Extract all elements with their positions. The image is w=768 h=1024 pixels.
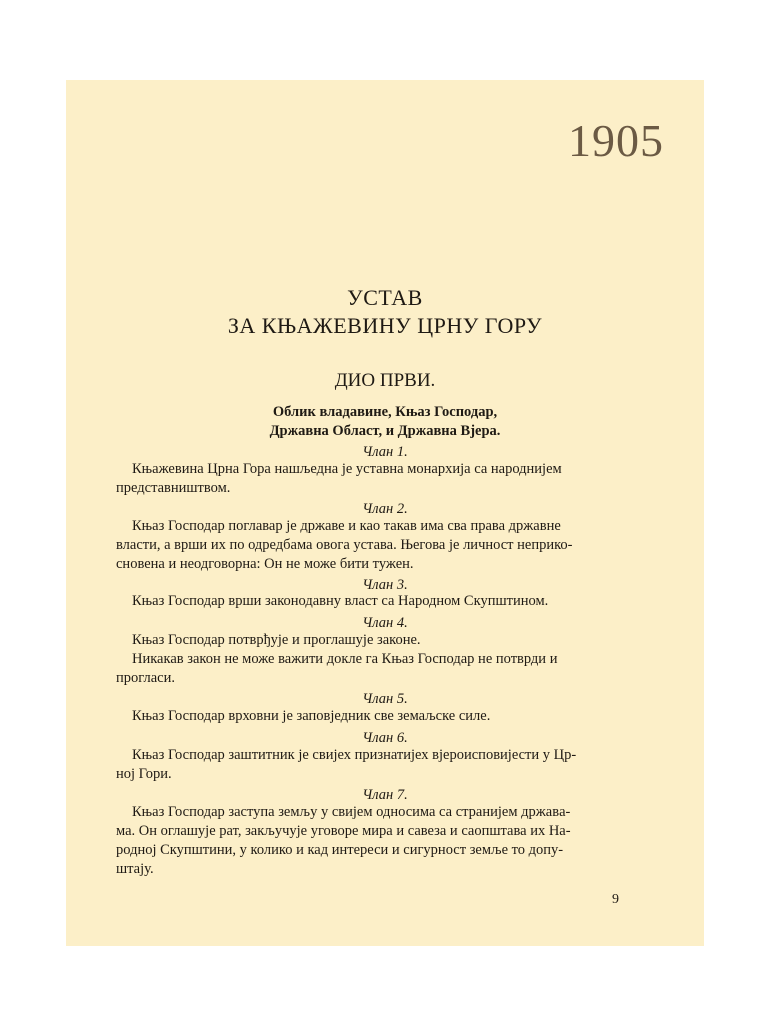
article-line: прогласи.	[116, 670, 175, 686]
article-line: Књажевина Црна Гора нашљедна је уставна монархија са народнијем	[132, 461, 562, 477]
article-line: власти, а врши их по одредбама овога устава. Његова је личност неприко-	[116, 537, 573, 553]
year-heading: 1905	[568, 115, 664, 166]
article-heading: Члан 7.	[362, 787, 408, 803]
article-text	[116, 517, 624, 574]
article-heading: Члан 3.	[362, 577, 408, 593]
article-line: Књаз Господар врши законодавну власт са Народном Скупштином.	[132, 593, 549, 609]
document-page	[66, 80, 704, 946]
article-heading: Члан 2.	[362, 501, 408, 517]
article-line: сновена и неодговорна: Он не може бити тужен.	[116, 556, 414, 572]
document-title-line1: УСТАВ	[347, 285, 423, 310]
article-line: Књаз Господар потврђује и проглашује законе.	[132, 632, 421, 648]
section-subtitle-line2: Државна Област, и Државна Вјера.	[269, 423, 501, 439]
article-line: ној Гори.	[116, 766, 172, 782]
article-line: Књаз Господар врховни је заповједник све земаљске силе.	[132, 708, 491, 724]
article-heading: Члан 4.	[362, 615, 408, 631]
article-line: Књаз Господар заступа земљу у свијем односима са странијем државa-	[132, 804, 571, 820]
article-line: Књаз Господар заштитник је свијех признатијех вјероисповијести у Цр-	[132, 747, 577, 763]
document-title-line2: ЗА КЊАЖЕВИНУ ЦРНУ ГОРУ	[227, 313, 543, 338]
article-text	[116, 460, 624, 498]
section-subtitle-line1: Облик владавине, Књаз Господар,	[272, 404, 498, 420]
page-number: 9	[612, 892, 619, 907]
article-line: Књаз Господар поглавар је државе и као такав има сва права државне	[132, 518, 561, 534]
article-text	[116, 707, 624, 726]
article-line: штају.	[116, 861, 154, 877]
article-line: представништвом.	[116, 480, 231, 496]
article-line: ма. Он оглашује рат, закључује уговоре мира и савеза и саопштава их На-	[116, 823, 571, 839]
article-text	[116, 592, 624, 611]
part-heading: ДИО ПРВИ.	[334, 370, 436, 391]
article-heading: Члан 1.	[362, 444, 408, 460]
article-line: родној Скупштини, у колико и кад интереси и сигурност земље то допу-	[116, 842, 564, 858]
article-text	[116, 803, 624, 879]
article-line: Никакав закон не може важити докле га Књаз Господар не потврди и	[132, 651, 558, 667]
article-heading: Члан 6.	[362, 730, 408, 746]
article-text	[116, 746, 624, 784]
article-heading: Члан 5.	[362, 691, 408, 707]
article-text	[116, 631, 624, 688]
